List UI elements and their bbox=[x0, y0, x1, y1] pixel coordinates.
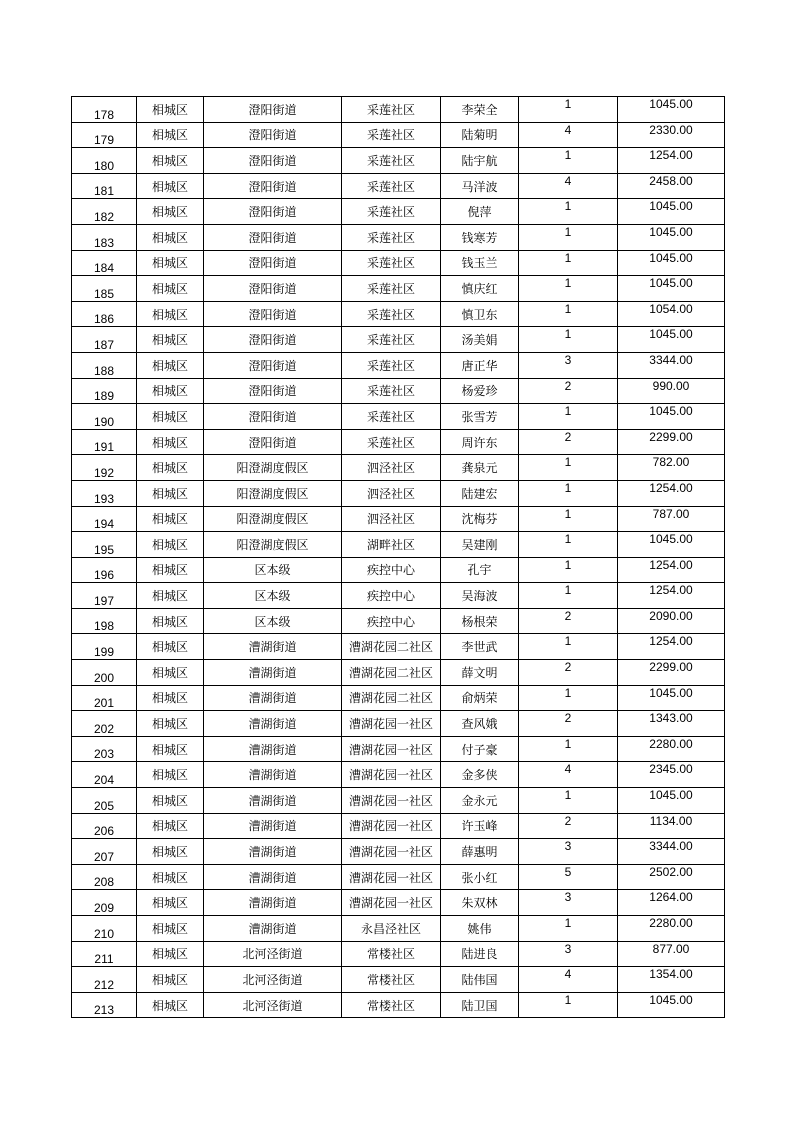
amount-cell: 1045.00 bbox=[618, 250, 725, 276]
name-cell: 龚泉元 bbox=[441, 455, 519, 481]
table-body bbox=[72, 97, 725, 1018]
community-cell: 漕湖花园二社区 bbox=[342, 634, 441, 660]
district-cell: 相城区 bbox=[137, 378, 204, 404]
district-cell: 相城区 bbox=[137, 941, 204, 967]
amount-cell: 1134.00 bbox=[618, 813, 725, 839]
street-cell: 澄阳街道 bbox=[204, 378, 342, 404]
row-number-cell: 190 bbox=[72, 404, 137, 430]
community-cell: 泗泾社区 bbox=[342, 506, 441, 532]
household-count-cell: 1 bbox=[519, 506, 618, 532]
community-cell: 采莲社区 bbox=[342, 148, 441, 174]
table-row bbox=[72, 685, 725, 711]
amount-cell: 1045.00 bbox=[618, 97, 725, 123]
district-cell: 相城区 bbox=[137, 634, 204, 660]
table-row bbox=[72, 148, 725, 174]
district-cell: 相城区 bbox=[137, 788, 204, 814]
community-cell: 漕湖花园一社区 bbox=[342, 762, 441, 788]
community-cell: 采莲社区 bbox=[342, 352, 441, 378]
name-cell: 陆卫国 bbox=[441, 992, 519, 1018]
household-count-cell: 5 bbox=[519, 864, 618, 890]
household-count-cell: 1 bbox=[519, 480, 618, 506]
street-cell: 澄阳街道 bbox=[204, 250, 342, 276]
street-cell: 区本级 bbox=[204, 583, 342, 609]
district-cell: 相城区 bbox=[137, 455, 204, 481]
community-cell: 漕湖花园一社区 bbox=[342, 864, 441, 890]
table-row bbox=[72, 864, 725, 890]
street-cell: 澄阳街道 bbox=[204, 301, 342, 327]
amount-cell: 2458.00 bbox=[618, 173, 725, 199]
community-cell: 采莲社区 bbox=[342, 327, 441, 353]
amount-cell: 2502.00 bbox=[618, 864, 725, 890]
table-row bbox=[72, 916, 725, 942]
table-row bbox=[72, 813, 725, 839]
row-number-cell: 197 bbox=[72, 583, 137, 609]
name-cell: 金多侠 bbox=[441, 762, 519, 788]
table-row bbox=[72, 967, 725, 993]
table-row bbox=[72, 378, 725, 404]
community-cell: 漕湖花园一社区 bbox=[342, 839, 441, 865]
street-cell: 澄阳街道 bbox=[204, 122, 342, 148]
name-cell: 慎庆红 bbox=[441, 276, 519, 302]
name-cell: 张雪芳 bbox=[441, 404, 519, 430]
data-table bbox=[71, 96, 725, 1018]
name-cell: 唐正华 bbox=[441, 352, 519, 378]
community-cell: 漕湖花园一社区 bbox=[342, 736, 441, 762]
table-row bbox=[72, 122, 725, 148]
district-cell: 相城区 bbox=[137, 480, 204, 506]
street-cell: 澄阳街道 bbox=[204, 199, 342, 225]
name-cell: 金永元 bbox=[441, 788, 519, 814]
row-number-cell: 204 bbox=[72, 762, 137, 788]
amount-cell: 1264.00 bbox=[618, 890, 725, 916]
amount-cell: 1254.00 bbox=[618, 583, 725, 609]
row-number-cell: 196 bbox=[72, 557, 137, 583]
street-cell: 漕湖街道 bbox=[204, 788, 342, 814]
community-cell: 采莲社区 bbox=[342, 173, 441, 199]
table-row bbox=[72, 532, 725, 558]
amount-cell: 2345.00 bbox=[618, 762, 725, 788]
household-count-cell: 1 bbox=[519, 327, 618, 353]
household-count-cell: 1 bbox=[519, 199, 618, 225]
street-cell: 漕湖街道 bbox=[204, 762, 342, 788]
street-cell: 漕湖街道 bbox=[204, 685, 342, 711]
row-number-cell: 209 bbox=[72, 890, 137, 916]
name-cell: 陆菊明 bbox=[441, 122, 519, 148]
community-cell: 采莲社区 bbox=[342, 97, 441, 123]
district-cell: 相城区 bbox=[137, 583, 204, 609]
table-row bbox=[72, 634, 725, 660]
community-cell: 采莲社区 bbox=[342, 378, 441, 404]
community-cell: 采莲社区 bbox=[342, 301, 441, 327]
household-count-cell: 1 bbox=[519, 404, 618, 430]
row-number-cell: 194 bbox=[72, 506, 137, 532]
district-cell: 相城区 bbox=[137, 916, 204, 942]
district-cell: 相城区 bbox=[137, 557, 204, 583]
table-row bbox=[72, 404, 725, 430]
row-number-cell: 179 bbox=[72, 122, 137, 148]
name-cell: 李荣全 bbox=[441, 97, 519, 123]
household-count-cell: 2 bbox=[519, 813, 618, 839]
street-cell: 北河泾街道 bbox=[204, 992, 342, 1018]
table-row bbox=[72, 301, 725, 327]
community-cell: 漕湖花园一社区 bbox=[342, 813, 441, 839]
row-number-cell: 201 bbox=[72, 685, 137, 711]
table-row bbox=[72, 711, 725, 737]
district-cell: 相城区 bbox=[137, 199, 204, 225]
household-count-cell: 1 bbox=[519, 148, 618, 174]
name-cell: 付子豪 bbox=[441, 736, 519, 762]
amount-cell: 1045.00 bbox=[618, 532, 725, 558]
household-count-cell: 1 bbox=[519, 532, 618, 558]
table-row bbox=[72, 429, 725, 455]
street-cell: 漕湖街道 bbox=[204, 711, 342, 737]
row-number-cell: 192 bbox=[72, 455, 137, 481]
name-cell: 钱玉兰 bbox=[441, 250, 519, 276]
amount-cell: 2090.00 bbox=[618, 608, 725, 634]
amount-cell: 1045.00 bbox=[618, 327, 725, 353]
table-row bbox=[72, 557, 725, 583]
name-cell: 张小红 bbox=[441, 864, 519, 890]
name-cell: 沈梅芬 bbox=[441, 506, 519, 532]
name-cell: 薛惠明 bbox=[441, 839, 519, 865]
household-count-cell: 4 bbox=[519, 173, 618, 199]
street-cell: 阳澄湖度假区 bbox=[204, 532, 342, 558]
row-number-cell: 202 bbox=[72, 711, 137, 737]
community-cell: 常楼社区 bbox=[342, 967, 441, 993]
amount-cell: 2280.00 bbox=[618, 736, 725, 762]
street-cell: 澄阳街道 bbox=[204, 352, 342, 378]
row-number-cell: 182 bbox=[72, 199, 137, 225]
table-row bbox=[72, 173, 725, 199]
row-number-cell: 193 bbox=[72, 480, 137, 506]
amount-cell: 1045.00 bbox=[618, 788, 725, 814]
district-cell: 相城区 bbox=[137, 890, 204, 916]
amount-cell: 2330.00 bbox=[618, 122, 725, 148]
district-cell: 相城区 bbox=[137, 762, 204, 788]
row-number-cell: 183 bbox=[72, 224, 137, 250]
amount-cell: 1254.00 bbox=[618, 148, 725, 174]
row-number-cell: 188 bbox=[72, 352, 137, 378]
household-count-cell: 2 bbox=[519, 378, 618, 404]
household-count-cell: 4 bbox=[519, 122, 618, 148]
name-cell: 吴建刚 bbox=[441, 532, 519, 558]
name-cell: 陆伟国 bbox=[441, 967, 519, 993]
community-cell: 漕湖花园二社区 bbox=[342, 685, 441, 711]
name-cell: 周许东 bbox=[441, 429, 519, 455]
name-cell: 慎卫东 bbox=[441, 301, 519, 327]
household-count-cell: 2 bbox=[519, 608, 618, 634]
district-cell: 相城区 bbox=[137, 97, 204, 123]
amount-cell: 1254.00 bbox=[618, 634, 725, 660]
table-row bbox=[72, 736, 725, 762]
amount-cell: 1045.00 bbox=[618, 276, 725, 302]
district-cell: 相城区 bbox=[137, 173, 204, 199]
district-cell: 相城区 bbox=[137, 685, 204, 711]
table-row bbox=[72, 839, 725, 865]
table-row bbox=[72, 250, 725, 276]
table-row bbox=[72, 506, 725, 532]
row-number-cell: 199 bbox=[72, 634, 137, 660]
amount-cell: 2299.00 bbox=[618, 429, 725, 455]
household-count-cell: 1 bbox=[519, 583, 618, 609]
amount-cell: 1054.00 bbox=[618, 301, 725, 327]
amount-cell: 1354.00 bbox=[618, 967, 725, 993]
name-cell: 杨爱珍 bbox=[441, 378, 519, 404]
name-cell: 汤美娟 bbox=[441, 327, 519, 353]
row-number-cell: 187 bbox=[72, 327, 137, 353]
household-count-cell: 2 bbox=[519, 660, 618, 686]
community-cell: 漕湖花园二社区 bbox=[342, 660, 441, 686]
household-count-cell: 1 bbox=[519, 250, 618, 276]
district-cell: 相城区 bbox=[137, 839, 204, 865]
street-cell: 区本级 bbox=[204, 608, 342, 634]
row-number-cell: 208 bbox=[72, 864, 137, 890]
name-cell: 孔宇 bbox=[441, 557, 519, 583]
table-row bbox=[72, 608, 725, 634]
amount-cell: 787.00 bbox=[618, 506, 725, 532]
street-cell: 漕湖街道 bbox=[204, 813, 342, 839]
row-number-cell: 210 bbox=[72, 916, 137, 942]
household-count-cell: 1 bbox=[519, 685, 618, 711]
street-cell: 澄阳街道 bbox=[204, 148, 342, 174]
amount-cell: 1045.00 bbox=[618, 685, 725, 711]
row-number-cell: 207 bbox=[72, 839, 137, 865]
amount-cell: 1045.00 bbox=[618, 992, 725, 1018]
row-number-cell: 213 bbox=[72, 992, 137, 1018]
table-row bbox=[72, 455, 725, 481]
district-cell: 相城区 bbox=[137, 250, 204, 276]
household-count-cell: 1 bbox=[519, 788, 618, 814]
street-cell: 漕湖街道 bbox=[204, 839, 342, 865]
row-number-cell: 211 bbox=[72, 941, 137, 967]
amount-cell: 1045.00 bbox=[618, 404, 725, 430]
table-row bbox=[72, 276, 725, 302]
name-cell: 钱寒芳 bbox=[441, 224, 519, 250]
table-row bbox=[72, 992, 725, 1018]
name-cell: 李世武 bbox=[441, 634, 519, 660]
community-cell: 采莲社区 bbox=[342, 250, 441, 276]
row-number-cell: 184 bbox=[72, 250, 137, 276]
household-count-cell: 1 bbox=[519, 224, 618, 250]
street-cell: 阳澄湖度假区 bbox=[204, 506, 342, 532]
street-cell: 阳澄湖度假区 bbox=[204, 480, 342, 506]
amount-cell: 1254.00 bbox=[618, 480, 725, 506]
household-count-cell: 3 bbox=[519, 941, 618, 967]
name-cell: 倪萍 bbox=[441, 199, 519, 225]
street-cell: 漕湖街道 bbox=[204, 864, 342, 890]
name-cell: 朱双林 bbox=[441, 890, 519, 916]
street-cell: 澄阳街道 bbox=[204, 429, 342, 455]
street-cell: 澄阳街道 bbox=[204, 97, 342, 123]
table-row bbox=[72, 352, 725, 378]
district-cell: 相城区 bbox=[137, 429, 204, 455]
district-cell: 相城区 bbox=[137, 813, 204, 839]
name-cell: 姚伟 bbox=[441, 916, 519, 942]
name-cell: 陆进良 bbox=[441, 941, 519, 967]
household-count-cell: 2 bbox=[519, 711, 618, 737]
community-cell: 泗泾社区 bbox=[342, 480, 441, 506]
household-count-cell: 1 bbox=[519, 992, 618, 1018]
amount-cell: 1254.00 bbox=[618, 557, 725, 583]
household-count-cell: 1 bbox=[519, 276, 618, 302]
community-cell: 漕湖花园一社区 bbox=[342, 711, 441, 737]
row-number-cell: 203 bbox=[72, 736, 137, 762]
amount-cell: 990.00 bbox=[618, 378, 725, 404]
household-count-cell: 4 bbox=[519, 967, 618, 993]
community-cell: 泗泾社区 bbox=[342, 455, 441, 481]
amount-cell: 1343.00 bbox=[618, 711, 725, 737]
community-cell: 湖畔社区 bbox=[342, 532, 441, 558]
amount-cell: 1045.00 bbox=[618, 224, 725, 250]
table-row bbox=[72, 199, 725, 225]
district-cell: 相城区 bbox=[137, 736, 204, 762]
table-row bbox=[72, 327, 725, 353]
table-row bbox=[72, 660, 725, 686]
household-count-cell: 1 bbox=[519, 301, 618, 327]
table-row bbox=[72, 941, 725, 967]
row-number-cell: 189 bbox=[72, 378, 137, 404]
amount-cell: 2280.00 bbox=[618, 916, 725, 942]
name-cell: 查风娥 bbox=[441, 711, 519, 737]
district-cell: 相城区 bbox=[137, 327, 204, 353]
community-cell: 采莲社区 bbox=[342, 429, 441, 455]
amount-cell: 3344.00 bbox=[618, 352, 725, 378]
street-cell: 漕湖街道 bbox=[204, 634, 342, 660]
row-number-cell: 185 bbox=[72, 276, 137, 302]
district-cell: 相城区 bbox=[137, 122, 204, 148]
name-cell: 俞炳荣 bbox=[441, 685, 519, 711]
community-cell: 采莲社区 bbox=[342, 224, 441, 250]
community-cell: 采莲社区 bbox=[342, 404, 441, 430]
household-count-cell: 1 bbox=[519, 97, 618, 123]
table-row bbox=[72, 583, 725, 609]
name-cell: 马洋波 bbox=[441, 173, 519, 199]
amount-cell: 782.00 bbox=[618, 455, 725, 481]
name-cell: 薛文明 bbox=[441, 660, 519, 686]
row-number-cell: 180 bbox=[72, 148, 137, 174]
amount-cell: 3344.00 bbox=[618, 839, 725, 865]
row-number-cell: 198 bbox=[72, 608, 137, 634]
street-cell: 区本级 bbox=[204, 557, 342, 583]
street-cell: 澄阳街道 bbox=[204, 327, 342, 353]
table-row bbox=[72, 224, 725, 250]
household-count-cell: 1 bbox=[519, 736, 618, 762]
household-count-cell: 1 bbox=[519, 455, 618, 481]
district-cell: 相城区 bbox=[137, 532, 204, 558]
street-cell: 澄阳街道 bbox=[204, 224, 342, 250]
name-cell: 陆宇航 bbox=[441, 148, 519, 174]
row-number-cell: 191 bbox=[72, 429, 137, 455]
community-cell: 采莲社区 bbox=[342, 122, 441, 148]
district-cell: 相城区 bbox=[137, 506, 204, 532]
street-cell: 漕湖街道 bbox=[204, 916, 342, 942]
district-cell: 相城区 bbox=[137, 276, 204, 302]
street-cell: 澄阳街道 bbox=[204, 404, 342, 430]
household-count-cell: 3 bbox=[519, 890, 618, 916]
table-row bbox=[72, 890, 725, 916]
household-count-cell: 2 bbox=[519, 429, 618, 455]
table-row bbox=[72, 480, 725, 506]
street-cell: 北河泾街道 bbox=[204, 941, 342, 967]
district-cell: 相城区 bbox=[137, 352, 204, 378]
household-count-cell: 1 bbox=[519, 916, 618, 942]
district-cell: 相城区 bbox=[137, 224, 204, 250]
household-count-cell: 4 bbox=[519, 762, 618, 788]
household-count-cell: 3 bbox=[519, 839, 618, 865]
row-number-cell: 206 bbox=[72, 813, 137, 839]
district-cell: 相城区 bbox=[137, 967, 204, 993]
street-cell: 澄阳街道 bbox=[204, 276, 342, 302]
district-cell: 相城区 bbox=[137, 608, 204, 634]
row-number-cell: 186 bbox=[72, 301, 137, 327]
district-cell: 相城区 bbox=[137, 301, 204, 327]
table-row bbox=[72, 762, 725, 788]
name-cell: 杨根荣 bbox=[441, 608, 519, 634]
row-number-cell: 181 bbox=[72, 173, 137, 199]
community-cell: 疾控中心 bbox=[342, 583, 441, 609]
district-cell: 相城区 bbox=[137, 660, 204, 686]
community-cell: 采莲社区 bbox=[342, 276, 441, 302]
amount-cell: 2299.00 bbox=[618, 660, 725, 686]
district-cell: 相城区 bbox=[137, 404, 204, 430]
street-cell: 澄阳街道 bbox=[204, 173, 342, 199]
table-row bbox=[72, 97, 725, 123]
community-cell: 漕湖花园一社区 bbox=[342, 890, 441, 916]
community-cell: 常楼社区 bbox=[342, 992, 441, 1018]
street-cell: 北河泾街道 bbox=[204, 967, 342, 993]
row-number-cell: 205 bbox=[72, 788, 137, 814]
row-number-cell: 195 bbox=[72, 532, 137, 558]
household-count-cell: 1 bbox=[519, 634, 618, 660]
household-count-cell: 3 bbox=[519, 352, 618, 378]
community-cell: 常楼社区 bbox=[342, 941, 441, 967]
name-cell: 许玉峰 bbox=[441, 813, 519, 839]
district-cell: 相城区 bbox=[137, 148, 204, 174]
district-cell: 相城区 bbox=[137, 711, 204, 737]
row-number-cell: 200 bbox=[72, 660, 137, 686]
household-count-cell: 1 bbox=[519, 557, 618, 583]
community-cell: 疾控中心 bbox=[342, 557, 441, 583]
district-cell: 相城区 bbox=[137, 992, 204, 1018]
name-cell: 吴海波 bbox=[441, 583, 519, 609]
amount-cell: 1045.00 bbox=[618, 199, 725, 225]
community-cell: 永昌泾社区 bbox=[342, 916, 441, 942]
district-cell: 相城区 bbox=[137, 864, 204, 890]
amount-cell: 877.00 bbox=[618, 941, 725, 967]
street-cell: 阳澄湖度假区 bbox=[204, 455, 342, 481]
row-number-cell: 178 bbox=[72, 97, 137, 123]
community-cell: 采莲社区 bbox=[342, 199, 441, 225]
street-cell: 漕湖街道 bbox=[204, 736, 342, 762]
street-cell: 漕湖街道 bbox=[204, 660, 342, 686]
row-number-cell: 212 bbox=[72, 967, 137, 993]
community-cell: 疾控中心 bbox=[342, 608, 441, 634]
street-cell: 漕湖街道 bbox=[204, 890, 342, 916]
table-row bbox=[72, 788, 725, 814]
name-cell: 陆建宏 bbox=[441, 480, 519, 506]
community-cell: 漕湖花园一社区 bbox=[342, 788, 441, 814]
